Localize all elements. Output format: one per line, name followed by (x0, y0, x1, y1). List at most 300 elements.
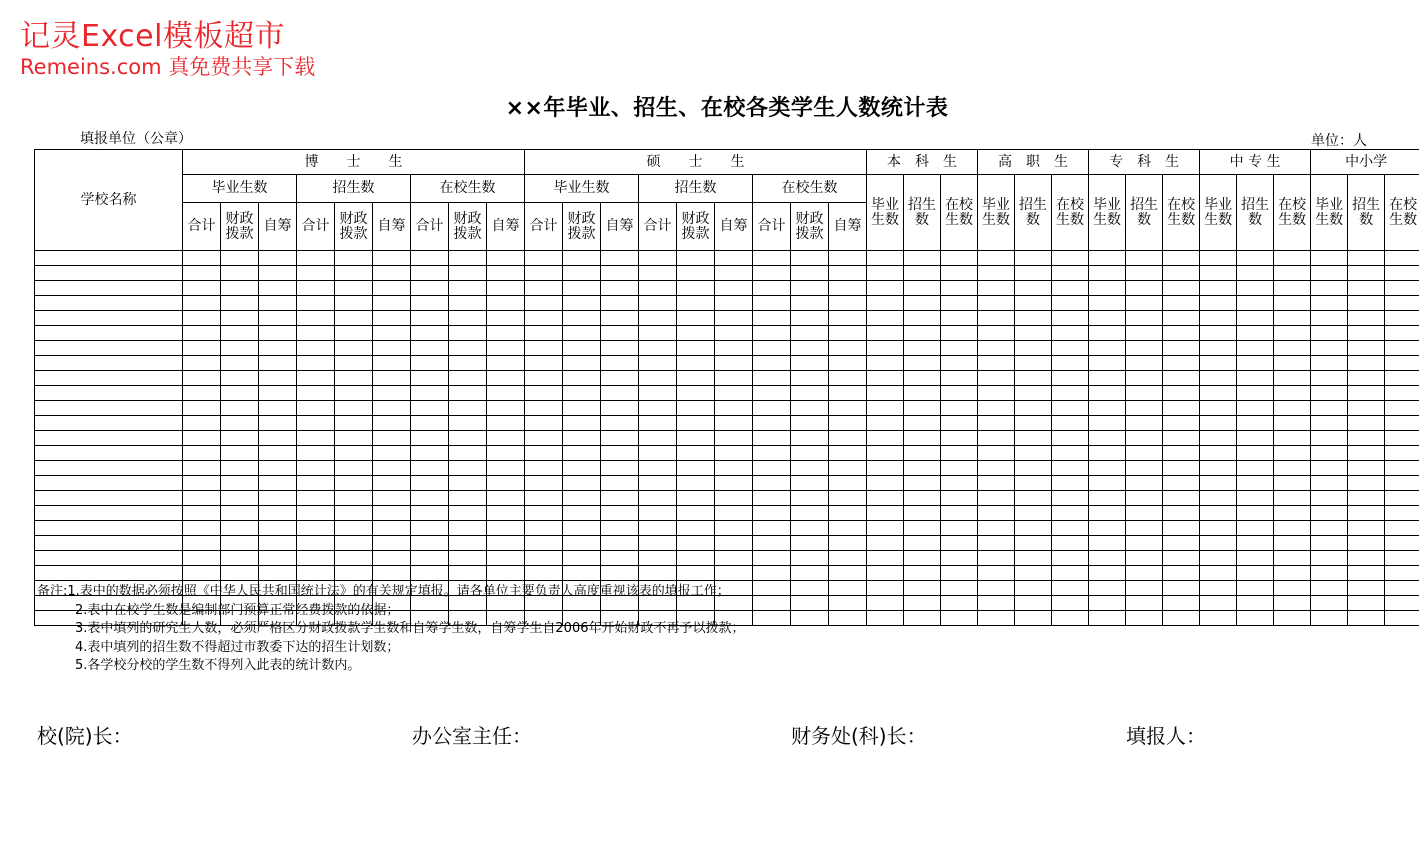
data-cell[interactable] (978, 251, 1015, 266)
data-cell[interactable] (1089, 251, 1126, 266)
data-cell[interactable] (1311, 386, 1348, 401)
data-cell[interactable] (1200, 461, 1237, 476)
data-cell[interactable] (259, 521, 297, 536)
data-cell[interactable] (941, 356, 978, 371)
data-cell[interactable] (1089, 611, 1126, 626)
data-cell[interactable] (449, 536, 487, 551)
school-name-cell[interactable] (35, 371, 183, 386)
data-cell[interactable] (183, 536, 221, 551)
data-cell[interactable] (487, 416, 525, 431)
data-cell[interactable] (563, 491, 601, 506)
data-cell[interactable] (1089, 386, 1126, 401)
data-cell[interactable] (563, 341, 601, 356)
school-name-cell[interactable] (35, 431, 183, 446)
data-cell[interactable] (1385, 356, 1419, 371)
data-cell[interactable] (411, 386, 449, 401)
data-cell[interactable] (639, 311, 677, 326)
data-cell[interactable] (601, 431, 639, 446)
data-cell[interactable] (791, 386, 829, 401)
data-cell[interactable] (941, 491, 978, 506)
data-cell[interactable] (449, 566, 487, 581)
data-cell[interactable] (753, 326, 791, 341)
data-cell[interactable] (753, 311, 791, 326)
data-cell[interactable] (1237, 506, 1274, 521)
data-cell[interactable] (941, 461, 978, 476)
data-cell[interactable] (639, 551, 677, 566)
data-cell[interactable] (1052, 386, 1089, 401)
data-cell[interactable] (1015, 446, 1052, 461)
data-cell[interactable] (791, 506, 829, 521)
school-name-cell[interactable] (35, 266, 183, 281)
data-cell[interactable] (183, 251, 221, 266)
school-name-cell[interactable] (35, 506, 183, 521)
data-cell[interactable] (791, 266, 829, 281)
school-name-cell[interactable] (35, 536, 183, 551)
data-cell[interactable] (1385, 596, 1419, 611)
data-cell[interactable] (867, 356, 904, 371)
data-cell[interactable] (1311, 596, 1348, 611)
school-name-cell[interactable] (35, 251, 183, 266)
data-cell[interactable] (183, 491, 221, 506)
data-cell[interactable] (829, 566, 867, 581)
data-cell[interactable] (1052, 416, 1089, 431)
data-cell[interactable] (904, 341, 941, 356)
data-cell[interactable] (829, 281, 867, 296)
data-cell[interactable] (867, 371, 904, 386)
data-cell[interactable] (677, 491, 715, 506)
data-cell[interactable] (941, 551, 978, 566)
data-cell[interactable] (221, 251, 259, 266)
data-cell[interactable] (373, 446, 411, 461)
data-cell[interactable] (259, 431, 297, 446)
data-cell[interactable] (1237, 281, 1274, 296)
data-cell[interactable] (1163, 476, 1200, 491)
data-cell[interactable] (563, 431, 601, 446)
data-cell[interactable] (525, 296, 563, 311)
data-cell[interactable] (1126, 371, 1163, 386)
data-cell[interactable] (1274, 506, 1311, 521)
data-cell[interactable] (563, 266, 601, 281)
data-cell[interactable] (1348, 266, 1385, 281)
data-cell[interactable] (449, 296, 487, 311)
data-cell[interactable] (941, 596, 978, 611)
data-cell[interactable] (1237, 356, 1274, 371)
data-cell[interactable] (487, 461, 525, 476)
data-cell[interactable] (449, 326, 487, 341)
data-cell[interactable] (1052, 461, 1089, 476)
data-cell[interactable] (1385, 266, 1419, 281)
data-cell[interactable] (715, 431, 753, 446)
data-cell[interactable] (411, 551, 449, 566)
data-cell[interactable] (1015, 281, 1052, 296)
data-cell[interactable] (1385, 611, 1419, 626)
data-cell[interactable] (297, 341, 335, 356)
data-cell[interactable] (601, 416, 639, 431)
data-cell[interactable] (1052, 536, 1089, 551)
data-cell[interactable] (1126, 491, 1163, 506)
data-cell[interactable] (978, 311, 1015, 326)
data-cell[interactable] (259, 386, 297, 401)
data-cell[interactable] (297, 551, 335, 566)
data-cell[interactable] (335, 461, 373, 476)
data-cell[interactable] (867, 401, 904, 416)
school-name-cell[interactable] (35, 281, 183, 296)
data-cell[interactable] (221, 371, 259, 386)
data-cell[interactable] (1385, 416, 1419, 431)
data-cell[interactable] (1126, 581, 1163, 596)
data-cell[interactable] (1274, 491, 1311, 506)
data-cell[interactable] (1200, 311, 1237, 326)
data-cell[interactable] (525, 431, 563, 446)
data-cell[interactable] (1163, 311, 1200, 326)
data-cell[interactable] (867, 536, 904, 551)
data-cell[interactable] (677, 521, 715, 536)
data-cell[interactable] (1348, 251, 1385, 266)
data-cell[interactable] (487, 551, 525, 566)
data-cell[interactable] (221, 506, 259, 521)
data-cell[interactable] (941, 251, 978, 266)
data-cell[interactable] (1237, 581, 1274, 596)
data-cell[interactable] (487, 446, 525, 461)
data-cell[interactable] (867, 446, 904, 461)
school-name-cell[interactable] (35, 296, 183, 311)
data-cell[interactable] (1200, 341, 1237, 356)
data-cell[interactable] (1089, 596, 1126, 611)
data-cell[interactable] (791, 566, 829, 581)
data-cell[interactable] (1237, 251, 1274, 266)
data-cell[interactable] (1311, 491, 1348, 506)
data-cell[interactable] (259, 356, 297, 371)
data-cell[interactable] (1311, 506, 1348, 521)
data-cell[interactable] (1015, 461, 1052, 476)
data-cell[interactable] (259, 476, 297, 491)
data-cell[interactable] (259, 296, 297, 311)
data-cell[interactable] (525, 401, 563, 416)
data-cell[interactable] (525, 356, 563, 371)
data-cell[interactable] (1348, 581, 1385, 596)
data-cell[interactable] (221, 281, 259, 296)
data-cell[interactable] (829, 416, 867, 431)
data-cell[interactable] (411, 251, 449, 266)
data-cell[interactable] (335, 341, 373, 356)
data-cell[interactable] (183, 326, 221, 341)
data-cell[interactable] (1200, 596, 1237, 611)
data-cell[interactable] (1015, 296, 1052, 311)
data-cell[interactable] (1311, 536, 1348, 551)
data-cell[interactable] (904, 266, 941, 281)
data-cell[interactable] (1200, 491, 1237, 506)
data-cell[interactable] (829, 596, 867, 611)
data-cell[interactable] (677, 371, 715, 386)
data-cell[interactable] (1015, 266, 1052, 281)
data-cell[interactable] (1274, 266, 1311, 281)
data-cell[interactable] (1385, 581, 1419, 596)
data-cell[interactable] (978, 506, 1015, 521)
data-cell[interactable] (1200, 521, 1237, 536)
data-cell[interactable] (677, 416, 715, 431)
data-cell[interactable] (829, 386, 867, 401)
data-cell[interactable] (753, 461, 791, 476)
data-cell[interactable] (563, 416, 601, 431)
data-cell[interactable] (1015, 476, 1052, 491)
data-cell[interactable] (563, 506, 601, 521)
data-cell[interactable] (677, 356, 715, 371)
data-cell[interactable] (1237, 446, 1274, 461)
data-cell[interactable] (259, 266, 297, 281)
data-cell[interactable] (1237, 311, 1274, 326)
data-cell[interactable] (978, 476, 1015, 491)
data-cell[interactable] (487, 311, 525, 326)
data-cell[interactable] (297, 371, 335, 386)
data-cell[interactable] (904, 536, 941, 551)
data-cell[interactable] (183, 431, 221, 446)
data-cell[interactable] (1274, 341, 1311, 356)
data-cell[interactable] (753, 611, 791, 626)
data-cell[interactable] (1052, 356, 1089, 371)
data-cell[interactable] (904, 371, 941, 386)
data-cell[interactable] (1163, 491, 1200, 506)
data-cell[interactable] (978, 596, 1015, 611)
data-cell[interactable] (867, 611, 904, 626)
data-cell[interactable] (1089, 581, 1126, 596)
data-cell[interactable] (1348, 386, 1385, 401)
data-cell[interactable] (1163, 431, 1200, 446)
data-cell[interactable] (978, 566, 1015, 581)
data-cell[interactable] (1126, 566, 1163, 581)
data-cell[interactable] (259, 251, 297, 266)
data-cell[interactable] (1274, 386, 1311, 401)
data-cell[interactable] (1126, 551, 1163, 566)
data-cell[interactable] (978, 491, 1015, 506)
data-cell[interactable] (941, 581, 978, 596)
data-cell[interactable] (1089, 296, 1126, 311)
data-cell[interactable] (1015, 551, 1052, 566)
data-cell[interactable] (1348, 431, 1385, 446)
data-cell[interactable] (335, 401, 373, 416)
data-cell[interactable] (1274, 536, 1311, 551)
data-cell[interactable] (1348, 506, 1385, 521)
data-cell[interactable] (791, 371, 829, 386)
data-cell[interactable] (1237, 521, 1274, 536)
data-cell[interactable] (829, 446, 867, 461)
data-cell[interactable] (1348, 326, 1385, 341)
data-cell[interactable] (373, 356, 411, 371)
data-cell[interactable] (753, 356, 791, 371)
data-cell[interactable] (1311, 371, 1348, 386)
data-cell[interactable] (411, 266, 449, 281)
data-cell[interactable] (1311, 341, 1348, 356)
data-cell[interactable] (753, 521, 791, 536)
data-cell[interactable] (183, 551, 221, 566)
data-cell[interactable] (601, 536, 639, 551)
data-cell[interactable] (1385, 296, 1419, 311)
data-cell[interactable] (221, 416, 259, 431)
data-cell[interactable] (978, 521, 1015, 536)
data-cell[interactable] (297, 506, 335, 521)
data-cell[interactable] (1200, 476, 1237, 491)
data-cell[interactable] (715, 386, 753, 401)
data-cell[interactable] (373, 266, 411, 281)
data-cell[interactable] (335, 476, 373, 491)
data-cell[interactable] (867, 416, 904, 431)
data-cell[interactable] (1089, 416, 1126, 431)
data-cell[interactable] (829, 491, 867, 506)
data-cell[interactable] (1274, 371, 1311, 386)
data-cell[interactable] (791, 281, 829, 296)
data-cell[interactable] (1237, 596, 1274, 611)
data-cell[interactable] (1163, 386, 1200, 401)
data-cell[interactable] (601, 356, 639, 371)
data-cell[interactable] (639, 566, 677, 581)
data-cell[interactable] (829, 476, 867, 491)
data-cell[interactable] (1163, 506, 1200, 521)
data-cell[interactable] (1348, 476, 1385, 491)
data-cell[interactable] (1052, 506, 1089, 521)
data-cell[interactable] (978, 281, 1015, 296)
data-cell[interactable] (1163, 266, 1200, 281)
data-cell[interactable] (1015, 566, 1052, 581)
data-cell[interactable] (601, 251, 639, 266)
data-cell[interactable] (1348, 596, 1385, 611)
data-cell[interactable] (335, 431, 373, 446)
data-cell[interactable] (1385, 401, 1419, 416)
data-cell[interactable] (941, 296, 978, 311)
data-cell[interactable] (487, 506, 525, 521)
data-cell[interactable] (449, 341, 487, 356)
data-cell[interactable] (904, 446, 941, 461)
data-cell[interactable] (563, 281, 601, 296)
data-cell[interactable] (1163, 326, 1200, 341)
data-cell[interactable] (1163, 566, 1200, 581)
data-cell[interactable] (904, 506, 941, 521)
data-cell[interactable] (639, 296, 677, 311)
data-cell[interactable] (373, 521, 411, 536)
data-cell[interactable] (221, 341, 259, 356)
data-cell[interactable] (1163, 611, 1200, 626)
data-cell[interactable] (259, 311, 297, 326)
data-cell[interactable] (1052, 401, 1089, 416)
data-cell[interactable] (259, 506, 297, 521)
data-cell[interactable] (867, 491, 904, 506)
data-cell[interactable] (715, 536, 753, 551)
data-cell[interactable] (639, 491, 677, 506)
data-cell[interactable] (904, 356, 941, 371)
data-cell[interactable] (753, 431, 791, 446)
data-cell[interactable] (639, 506, 677, 521)
data-cell[interactable] (639, 446, 677, 461)
data-cell[interactable] (1385, 371, 1419, 386)
data-cell[interactable] (1385, 251, 1419, 266)
data-cell[interactable] (1089, 446, 1126, 461)
data-cell[interactable] (978, 296, 1015, 311)
data-cell[interactable] (1089, 476, 1126, 491)
data-cell[interactable] (1052, 611, 1089, 626)
data-cell[interactable] (487, 281, 525, 296)
data-cell[interactable] (1089, 461, 1126, 476)
data-cell[interactable] (411, 416, 449, 431)
data-cell[interactable] (1089, 371, 1126, 386)
data-cell[interactable] (978, 341, 1015, 356)
data-cell[interactable] (791, 446, 829, 461)
data-cell[interactable] (677, 296, 715, 311)
data-cell[interactable] (1274, 431, 1311, 446)
data-cell[interactable] (183, 311, 221, 326)
data-cell[interactable] (1385, 491, 1419, 506)
data-cell[interactable] (1348, 311, 1385, 326)
data-cell[interactable] (829, 251, 867, 266)
data-cell[interactable] (297, 491, 335, 506)
data-cell[interactable] (563, 536, 601, 551)
data-cell[interactable] (449, 356, 487, 371)
data-cell[interactable] (1311, 551, 1348, 566)
data-cell[interactable] (941, 446, 978, 461)
data-cell[interactable] (411, 431, 449, 446)
data-cell[interactable] (1163, 281, 1200, 296)
data-cell[interactable] (639, 536, 677, 551)
data-cell[interactable] (1311, 521, 1348, 536)
data-cell[interactable] (335, 281, 373, 296)
data-cell[interactable] (259, 326, 297, 341)
data-cell[interactable] (1015, 506, 1052, 521)
data-cell[interactable] (904, 416, 941, 431)
data-cell[interactable] (373, 341, 411, 356)
data-cell[interactable] (1163, 401, 1200, 416)
data-cell[interactable] (259, 551, 297, 566)
data-cell[interactable] (904, 326, 941, 341)
data-cell[interactable] (487, 566, 525, 581)
data-cell[interactable] (183, 266, 221, 281)
data-cell[interactable] (297, 356, 335, 371)
data-cell[interactable] (563, 251, 601, 266)
data-cell[interactable] (259, 461, 297, 476)
data-cell[interactable] (1126, 596, 1163, 611)
data-cell[interactable] (335, 311, 373, 326)
data-cell[interactable] (563, 311, 601, 326)
data-cell[interactable] (1052, 311, 1089, 326)
data-cell[interactable] (941, 386, 978, 401)
data-cell[interactable] (1200, 326, 1237, 341)
data-cell[interactable] (639, 356, 677, 371)
data-cell[interactable] (1237, 326, 1274, 341)
data-cell[interactable] (1311, 446, 1348, 461)
data-cell[interactable] (601, 266, 639, 281)
data-cell[interactable] (1163, 356, 1200, 371)
data-cell[interactable] (1200, 611, 1237, 626)
data-cell[interactable] (1385, 341, 1419, 356)
data-cell[interactable] (373, 296, 411, 311)
data-cell[interactable] (297, 311, 335, 326)
data-cell[interactable] (487, 251, 525, 266)
data-cell[interactable] (867, 476, 904, 491)
data-cell[interactable] (829, 551, 867, 566)
school-name-cell[interactable] (35, 356, 183, 371)
data-cell[interactable] (1200, 356, 1237, 371)
data-cell[interactable] (639, 281, 677, 296)
data-cell[interactable] (791, 611, 829, 626)
data-cell[interactable] (487, 431, 525, 446)
data-cell[interactable] (449, 476, 487, 491)
data-cell[interactable] (677, 401, 715, 416)
data-cell[interactable] (259, 371, 297, 386)
data-cell[interactable] (829, 296, 867, 311)
data-cell[interactable] (829, 266, 867, 281)
data-cell[interactable] (829, 311, 867, 326)
data-cell[interactable] (1237, 611, 1274, 626)
data-cell[interactable] (1052, 296, 1089, 311)
data-cell[interactable] (525, 251, 563, 266)
data-cell[interactable] (1274, 251, 1311, 266)
data-cell[interactable] (715, 416, 753, 431)
